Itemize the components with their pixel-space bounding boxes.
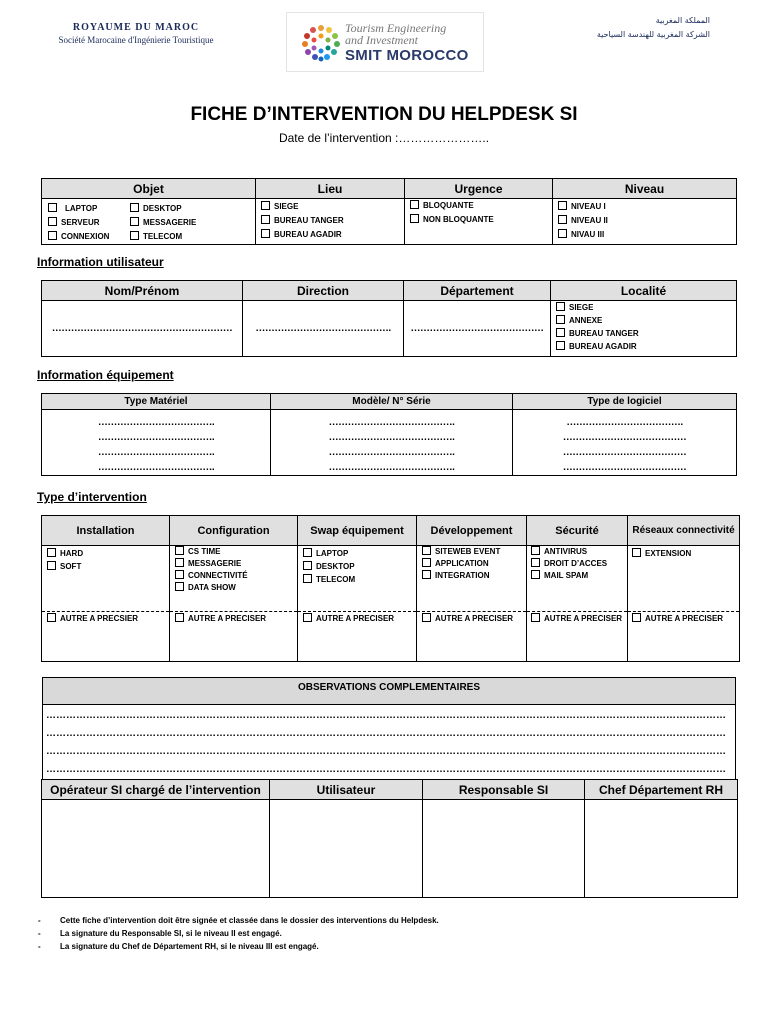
- header-chef-rh: Chef Département RH: [585, 780, 738, 800]
- checkbox-icon[interactable]: [558, 201, 567, 210]
- localite-option[interactable]: ANNEXE: [556, 314, 736, 327]
- intervention-date-field: Date de l’intervention :…………………..: [278, 131, 490, 145]
- intervention-option[interactable]: DATA SHOW: [175, 582, 297, 594]
- checkbox-icon[interactable]: [175, 570, 184, 579]
- intervention-option[interactable]: MESSAGERIE: [175, 558, 297, 570]
- intervention-option[interactable]: MAIL SPAM: [531, 570, 627, 582]
- header-type-logiciel: Type de logiciel: [513, 394, 737, 410]
- intervention-option[interactable]: TELECOM: [303, 573, 416, 586]
- header-left-block: [36, 22, 236, 45]
- checkbox-icon[interactable]: [261, 201, 270, 210]
- checkbox-icon[interactable]: [175, 582, 184, 591]
- checkbox-icon[interactable]: [130, 217, 139, 226]
- type-logiciel-field[interactable]: ………………………………. ………………………………… ………………………………… …………………………………: [513, 410, 737, 476]
- checkbox-icon[interactable]: [422, 558, 431, 567]
- checkbox-icon[interactable]: [48, 217, 57, 226]
- header-reseaux: Réseaux connectivité: [628, 516, 740, 546]
- header-niveau: Niveau: [553, 179, 737, 199]
- checkbox-icon[interactable]: [632, 548, 641, 557]
- intervention-option[interactable]: DROIT D’ACCES: [531, 558, 627, 570]
- niveau-option[interactable]: NIVEAU I: [558, 200, 736, 214]
- autre-installation: [42, 612, 170, 662]
- objet-option[interactable]: SERVEUR: [48, 216, 130, 230]
- intervention-option[interactable]: DESKTOP: [303, 560, 416, 573]
- checkbox-icon[interactable]: [303, 574, 312, 583]
- autre-option[interactable]: AUTRE A PRECISER: [175, 612, 297, 626]
- classification-table: [41, 178, 737, 245]
- urgence-option[interactable]: BLOQUANTE: [410, 199, 552, 213]
- checkbox-icon[interactable]: [303, 613, 312, 622]
- checkbox-icon[interactable]: [175, 558, 184, 567]
- intervention-option[interactable]: EXTENSION: [632, 547, 739, 560]
- installation-options: [42, 546, 170, 612]
- header-departement: Département: [404, 281, 551, 301]
- header-swap: Swap équipement: [298, 516, 417, 546]
- autre-securite: [527, 612, 628, 662]
- checkbox-icon[interactable]: [531, 570, 540, 579]
- checkbox-icon[interactable]: [632, 613, 641, 622]
- checkbox-icon[interactable]: [261, 229, 270, 238]
- signature-utilisateur[interactable]: [270, 800, 423, 898]
- developpement-options: [417, 546, 527, 612]
- header-modele-serie: Modèle/ N° Série: [271, 394, 513, 410]
- section-title-user: Information utilisateur: [37, 255, 164, 269]
- autre-option[interactable]: AUTRE A PRECSIER: [47, 612, 169, 626]
- intervention-option[interactable]: INTEGRATION: [422, 570, 526, 582]
- autre-configuration: [170, 612, 298, 662]
- header-lieu: Lieu: [256, 179, 405, 199]
- configuration-options: [170, 546, 298, 612]
- intervention-option[interactable]: HARD: [47, 547, 169, 560]
- lieu-options: [256, 199, 405, 245]
- signature-chef-rh[interactable]: [585, 800, 738, 898]
- header-securite: Sécurité: [527, 516, 628, 546]
- header-operateur: Opérateur SI chargé de l’intervention: [42, 780, 270, 800]
- header-type-materiel: Type Matériel: [42, 394, 271, 410]
- intervention-option[interactable]: SITEWEB EVENT: [422, 546, 526, 558]
- header-direction: Direction: [243, 281, 404, 301]
- signature-operateur[interactable]: [42, 800, 270, 898]
- niveau-option[interactable]: NIVAU III: [558, 228, 736, 242]
- reseaux-options: [628, 546, 740, 612]
- logo-text-line2: and Investment: [345, 33, 418, 47]
- checkbox-icon[interactable]: [422, 570, 431, 579]
- footnote-item: - La signature du Chef de Département RH, si le niveau III est engagé.: [38, 942, 319, 951]
- urgence-options: [405, 199, 553, 245]
- autre-reseaux: [628, 612, 740, 662]
- swap-options: [298, 546, 417, 612]
- observations-field[interactable]: …………………………………………………………………………………………………………………………………………………………………………………… …………………………………………………………………………………………………………………………………………………………………………………… …………………………………………………………………………………………………………………………………………………………………………………… ……………………………………………………………………………………………………………………………………………………………………………………: [43, 705, 736, 780]
- objet-option[interactable]: MESSAGERIE: [130, 216, 196, 230]
- intervention-table: [41, 515, 740, 662]
- checkbox-icon[interactable]: [48, 203, 57, 212]
- checkbox-icon[interactable]: [422, 613, 431, 622]
- modele-serie-field[interactable]: …………………………………. …………………………………. …………………………………. ………………………………….: [271, 410, 513, 476]
- checkbox-icon[interactable]: [130, 203, 139, 212]
- header-installation: Installation: [42, 516, 170, 546]
- objet-options: [42, 199, 256, 245]
- checkbox-icon[interactable]: [422, 546, 431, 555]
- intervention-option[interactable]: SOFT: [47, 560, 169, 573]
- footnote-item: - Cette fiche d’intervention doit être signée et classée dans le dossier des interventions du Helpdesk.: [38, 916, 439, 925]
- checkbox-icon[interactable]: [303, 548, 312, 557]
- autre-swap: [298, 612, 417, 662]
- kingdom-label-ar: المملكة المغربية: [655, 16, 710, 25]
- checkbox-icon[interactable]: [556, 341, 565, 350]
- header-configuration: Configuration: [170, 516, 298, 546]
- page-title: FICHE D’INTERVENTION DU HELPDESK SI: [190, 104, 578, 125]
- checkbox-icon[interactable]: [410, 200, 419, 209]
- header-developpement: Développement: [417, 516, 527, 546]
- checkbox-icon[interactable]: [48, 231, 57, 240]
- kingdom-label: ROYAUME DU MAROC: [72, 22, 200, 33]
- header-responsable: Responsable SI: [423, 780, 585, 800]
- signatures-table: [41, 779, 738, 898]
- objet-option[interactable]: CONNEXION: [48, 230, 130, 244]
- checkbox-icon[interactable]: [531, 558, 540, 567]
- urgence-option[interactable]: NON BLOQUANTE: [410, 213, 552, 227]
- checkbox-icon[interactable]: [556, 315, 565, 324]
- equipment-table: [41, 393, 737, 476]
- header-right-block: [510, 14, 710, 42]
- checkbox-icon[interactable]: [556, 328, 565, 337]
- checkbox-icon[interactable]: [556, 302, 565, 311]
- type-materiel-field[interactable]: ………………………………. ………………………………. ………………………………. ……………………………….: [42, 410, 271, 476]
- observations-header: OBSERVATIONS COMPLEMENTAIRES: [43, 678, 736, 705]
- checkbox-icon[interactable]: [47, 548, 56, 557]
- checkbox-icon[interactable]: [47, 561, 56, 570]
- header-nom: Nom/Prénom: [42, 281, 243, 301]
- footnotes: [38, 914, 738, 953]
- niveau-options: [553, 199, 737, 245]
- checkbox-icon[interactable]: [175, 613, 184, 622]
- observations-table: [42, 677, 736, 780]
- localite-option[interactable]: SIEGE: [556, 301, 736, 314]
- checkbox-icon[interactable]: [558, 229, 567, 238]
- checkbox-icon[interactable]: [175, 546, 184, 555]
- intervention-option[interactable]: CONNECTIVITÉ: [175, 570, 297, 582]
- header-utilisateur: Utilisateur: [270, 780, 423, 800]
- logo-mosaic-icon: [301, 22, 341, 62]
- objet-option[interactable]: TELECOM: [130, 230, 196, 244]
- autre-option[interactable]: AUTRE A PRECISER: [303, 612, 416, 626]
- user-info-table: [41, 280, 737, 357]
- checkbox-icon[interactable]: [303, 561, 312, 570]
- localite-option[interactable]: BUREAU AGADIR: [556, 340, 736, 353]
- smit-logo: [286, 12, 484, 72]
- intervention-option[interactable]: CS TIME: [175, 546, 297, 558]
- header-objet: Objet: [42, 179, 256, 199]
- section-title-equipment: Information équipement: [37, 368, 174, 382]
- checkbox-icon[interactable]: [558, 215, 567, 224]
- intervention-option[interactable]: APPLICATION: [422, 558, 526, 570]
- nom-field[interactable]: …………………………………………………: [42, 301, 243, 357]
- autre-option[interactable]: AUTRE A PRECISER: [422, 612, 526, 626]
- footnote-item: - La signature du Responsable SI, si le niveau II est engagé.: [38, 929, 282, 938]
- lieu-option[interactable]: BUREAU TANGER: [261, 214, 404, 228]
- section-title-intervention: Type d’intervention: [37, 490, 147, 504]
- signature-responsable[interactable]: [423, 800, 585, 898]
- checkbox-icon[interactable]: [410, 214, 419, 223]
- autre-developpement: [417, 612, 527, 662]
- intervention-option[interactable]: ANTIVIRUS: [531, 546, 627, 558]
- autre-option[interactable]: AUTRE A PRECISER: [632, 612, 739, 626]
- autre-option[interactable]: AUTRE A PRECISER: [531, 612, 627, 626]
- checkbox-icon[interactable]: [130, 231, 139, 240]
- direction-field[interactable]: …………………………………….: [243, 301, 404, 357]
- lieu-option[interactable]: BUREAU AGADIR: [261, 228, 404, 242]
- checkbox-icon[interactable]: [531, 613, 540, 622]
- securite-options: [527, 546, 628, 612]
- objet-option[interactable]: DESKTOP: [130, 202, 196, 216]
- logo-brand: SMIT MOROCCO: [345, 47, 469, 64]
- intervention-option[interactable]: LAPTOP: [303, 547, 416, 560]
- company-name-fr: Société Marocaine d'Ingénierie Touristique: [58, 35, 214, 45]
- lieu-option[interactable]: SIEGE: [261, 200, 404, 214]
- localite-option[interactable]: BUREAU TANGER: [556, 327, 736, 340]
- localite-options: [551, 301, 737, 357]
- company-name-ar: الشركة المغربية للهندسة السياحية: [596, 30, 710, 39]
- header-urgence: Urgence: [405, 179, 553, 199]
- header-localite: Localité: [551, 281, 737, 301]
- checkbox-icon[interactable]: [47, 613, 56, 622]
- checkbox-icon[interactable]: [531, 546, 540, 555]
- checkbox-icon[interactable]: [261, 215, 270, 224]
- departement-field[interactable]: ……………………………………: [404, 301, 551, 357]
- logo-text-line1: Tourism Engineering: [345, 21, 447, 35]
- niveau-option[interactable]: NIVEAU II: [558, 214, 736, 228]
- objet-option[interactable]: LAPTOP: [48, 202, 130, 216]
